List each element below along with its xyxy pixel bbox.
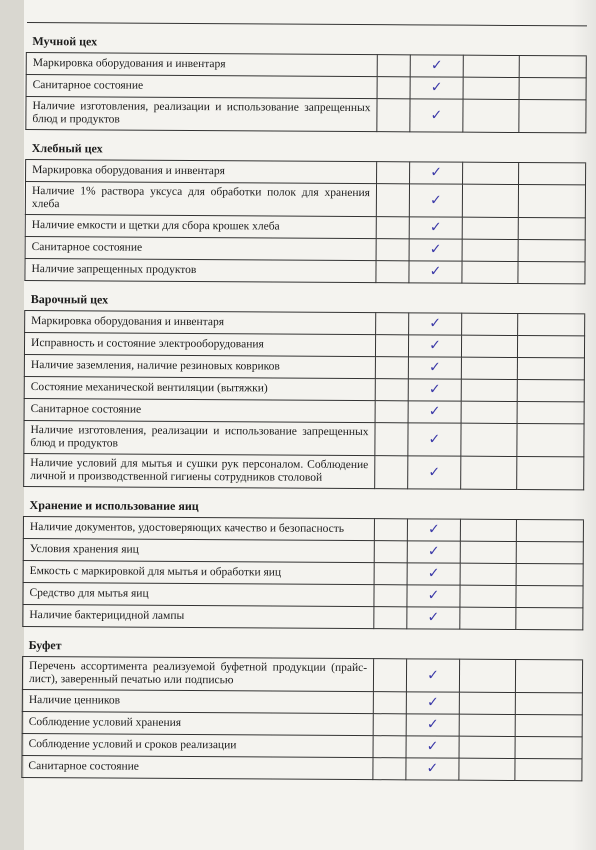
empty-cell	[517, 402, 584, 424]
checklist-item-label: Наличие изготовления, реализации и использование запрещенных блюд и продуктов	[24, 420, 375, 455]
empty-cell	[515, 693, 582, 715]
checklist-row	[26, 97, 586, 133]
empty-cell	[376, 261, 409, 283]
section-title: Буфет	[23, 626, 583, 659]
checklist-item-label: Наличие бактерицидной лампы	[23, 604, 374, 628]
empty-cell	[517, 380, 584, 402]
empty-cell	[375, 423, 408, 456]
check-mark-cell: ✓	[407, 585, 460, 607]
empty-cell	[519, 56, 586, 78]
check-mark-cell: ✓	[409, 313, 462, 335]
checklist-item-label: Наличие запрещенных продуктов	[25, 258, 376, 282]
check-mark-cell: ✓	[406, 692, 459, 714]
empty-cell	[515, 737, 582, 759]
empty-cell	[463, 162, 519, 184]
empty-cell	[515, 660, 582, 693]
empty-cell	[518, 262, 585, 284]
empty-cell	[376, 217, 409, 239]
check-mark-cell: ✓	[406, 714, 459, 736]
empty-cell	[373, 758, 406, 780]
checklist-item-label: Наличие условий для мытья и сушки рук персоналом. Соблюдение личной и производственной гигиены сотрудников столовой	[24, 453, 375, 488]
empty-cell	[462, 313, 518, 335]
checklist-item-label: Санитарное состояние	[26, 75, 377, 99]
empty-cell	[460, 519, 516, 541]
check-mark-cell: ✓	[410, 99, 463, 132]
empty-cell	[460, 585, 516, 607]
empty-cell	[377, 162, 410, 184]
empty-cell	[460, 607, 516, 629]
empty-cell	[462, 261, 518, 283]
check-mark-cell: ✓	[409, 239, 462, 261]
check-mark-cell: ✓	[407, 519, 460, 541]
empty-cell	[462, 239, 518, 261]
checklist-item-label: Санитарное состояние	[22, 755, 373, 779]
checklist-item-label: Наличие 1% раствора уксуса для обработки полок для хранения хлеба	[25, 182, 376, 217]
check-mark-cell: ✓	[407, 541, 460, 563]
empty-cell	[516, 520, 583, 542]
check-mark-cell: ✓	[410, 77, 463, 99]
check-mark-cell: ✓	[409, 184, 462, 217]
empty-cell	[516, 586, 583, 608]
check-mark-cell: ✓	[409, 261, 462, 283]
checklist-item-label: Маркировка оборудования и инвентаря	[26, 160, 377, 184]
checklist-item-label: Состояние механической вентиляции (вытяжки)	[24, 376, 375, 400]
check-mark-cell: ✓	[408, 335, 461, 357]
checklist-item-label: Наличие заземления, наличие резиновых ковриков	[24, 354, 375, 378]
empty-cell	[517, 336, 584, 358]
check-mark-cell: ✓	[409, 217, 462, 239]
empty-cell	[517, 358, 584, 380]
checklist-item-label: Емкость с маркировкой для мытья и обработки яиц	[23, 560, 374, 584]
empty-cell	[460, 563, 516, 585]
empty-cell	[516, 608, 583, 630]
check-mark-cell: ✓	[410, 55, 463, 77]
empty-cell	[461, 401, 517, 423]
empty-cell	[461, 379, 517, 401]
section-header-row	[23, 626, 583, 659]
empty-cell	[375, 456, 408, 489]
empty-cell	[373, 659, 406, 692]
checklist-item-label: Соблюдение условий хранения	[22, 711, 373, 735]
empty-cell	[459, 736, 515, 758]
checklist-row	[24, 453, 584, 489]
empty-cell	[374, 563, 407, 585]
section-title: Хранение и использование яиц	[23, 486, 583, 519]
empty-cell	[517, 457, 584, 490]
empty-cell	[461, 357, 517, 379]
checklist-item-label: Маркировка оборудования и инвентаря	[25, 310, 376, 334]
empty-cell	[373, 714, 406, 736]
checklist-item-label: Средство для мытья яиц	[23, 582, 374, 606]
empty-cell	[459, 758, 515, 780]
section-header-row	[26, 130, 586, 163]
empty-cell	[377, 77, 410, 99]
empty-cell	[373, 692, 406, 714]
checklist-row	[22, 656, 582, 692]
checklist-row	[24, 420, 584, 456]
empty-cell	[459, 692, 515, 714]
empty-cell	[518, 314, 585, 336]
checklist-item-label: Наличие емкости и щетки для сбора крошек хлеба	[25, 214, 376, 238]
empty-cell	[516, 542, 583, 564]
checklist-item-label: Маркировка оборудования и инвентаря	[26, 53, 377, 77]
empty-cell	[376, 184, 409, 217]
empty-cell	[374, 519, 407, 541]
empty-cell	[461, 456, 517, 489]
empty-cell	[462, 217, 518, 239]
empty-cell	[374, 607, 407, 629]
empty-cell	[516, 564, 583, 586]
empty-cell	[375, 335, 408, 357]
empty-cell	[459, 714, 515, 736]
empty-cell	[374, 541, 407, 563]
check-mark-cell: ✓	[410, 162, 463, 184]
section-header-row	[26, 23, 586, 56]
checklist-item-label: Соблюдение условий и сроков реализации	[22, 733, 373, 757]
checklist-item-label: Наличие ценников	[22, 689, 373, 713]
empty-cell	[462, 184, 518, 217]
empty-cell	[374, 585, 407, 607]
empty-cell	[461, 335, 517, 357]
checklist-item-label: Перечень ассортимента реализуемой буфетной продукции (прайс-лист), заверенный печатью или подписью	[22, 656, 373, 691]
empty-cell	[463, 99, 519, 132]
checklist-item-label: Исправность и состояние электрооборудования	[24, 332, 375, 356]
section-title: Мучной цех	[26, 23, 586, 56]
check-mark-cell: ✓	[407, 607, 460, 629]
check-mark-cell: ✓	[408, 423, 461, 456]
empty-cell	[518, 185, 585, 218]
empty-cell	[519, 100, 586, 133]
section-title: Варочный цех	[25, 280, 585, 313]
check-mark-cell: ✓	[408, 456, 461, 489]
section-header-row	[25, 280, 585, 313]
checklist-item-label: Санитарное состояние	[25, 236, 376, 260]
check-mark-cell: ✓	[406, 659, 459, 692]
check-mark-cell: ✓	[408, 357, 461, 379]
empty-cell	[376, 313, 409, 335]
check-mark-cell: ✓	[406, 758, 459, 780]
empty-cell	[375, 357, 408, 379]
empty-cell	[375, 401, 408, 423]
empty-cell	[459, 659, 515, 692]
empty-cell	[515, 759, 582, 781]
checklist-item-label: Наличие изготовления, реализации и использование запрещенных блюд и продуктов	[26, 97, 377, 132]
empty-cell	[519, 163, 586, 185]
empty-cell	[376, 239, 409, 261]
empty-cell	[460, 541, 516, 563]
check-mark-cell: ✓	[408, 379, 461, 401]
checklist-row	[22, 755, 582, 780]
check-mark-cell: ✓	[407, 563, 460, 585]
empty-cell	[377, 99, 410, 132]
empty-cell	[463, 55, 519, 77]
checklist-item-label: Санитарное состояние	[24, 398, 375, 422]
inspection-checklist-table	[21, 22, 587, 781]
empty-cell	[518, 218, 585, 240]
checklist-item-label: Наличие документов, удостоверяющих качество и безопасность	[23, 516, 374, 540]
empty-cell	[461, 423, 517, 456]
check-mark-cell: ✓	[408, 401, 461, 423]
checklist-item-label: Условия хранения яиц	[23, 538, 374, 562]
empty-cell	[515, 715, 582, 737]
section-header-row	[23, 486, 583, 519]
check-mark-cell: ✓	[406, 736, 459, 758]
checklist-row	[25, 182, 585, 218]
empty-cell	[463, 77, 519, 99]
empty-cell	[517, 424, 584, 457]
empty-cell	[377, 55, 410, 77]
page-left-edge	[0, 0, 24, 850]
empty-cell	[519, 78, 586, 100]
empty-cell	[375, 379, 408, 401]
empty-cell	[373, 736, 406, 758]
empty-cell	[518, 240, 585, 262]
section-title: Хлебный цех	[26, 130, 586, 163]
